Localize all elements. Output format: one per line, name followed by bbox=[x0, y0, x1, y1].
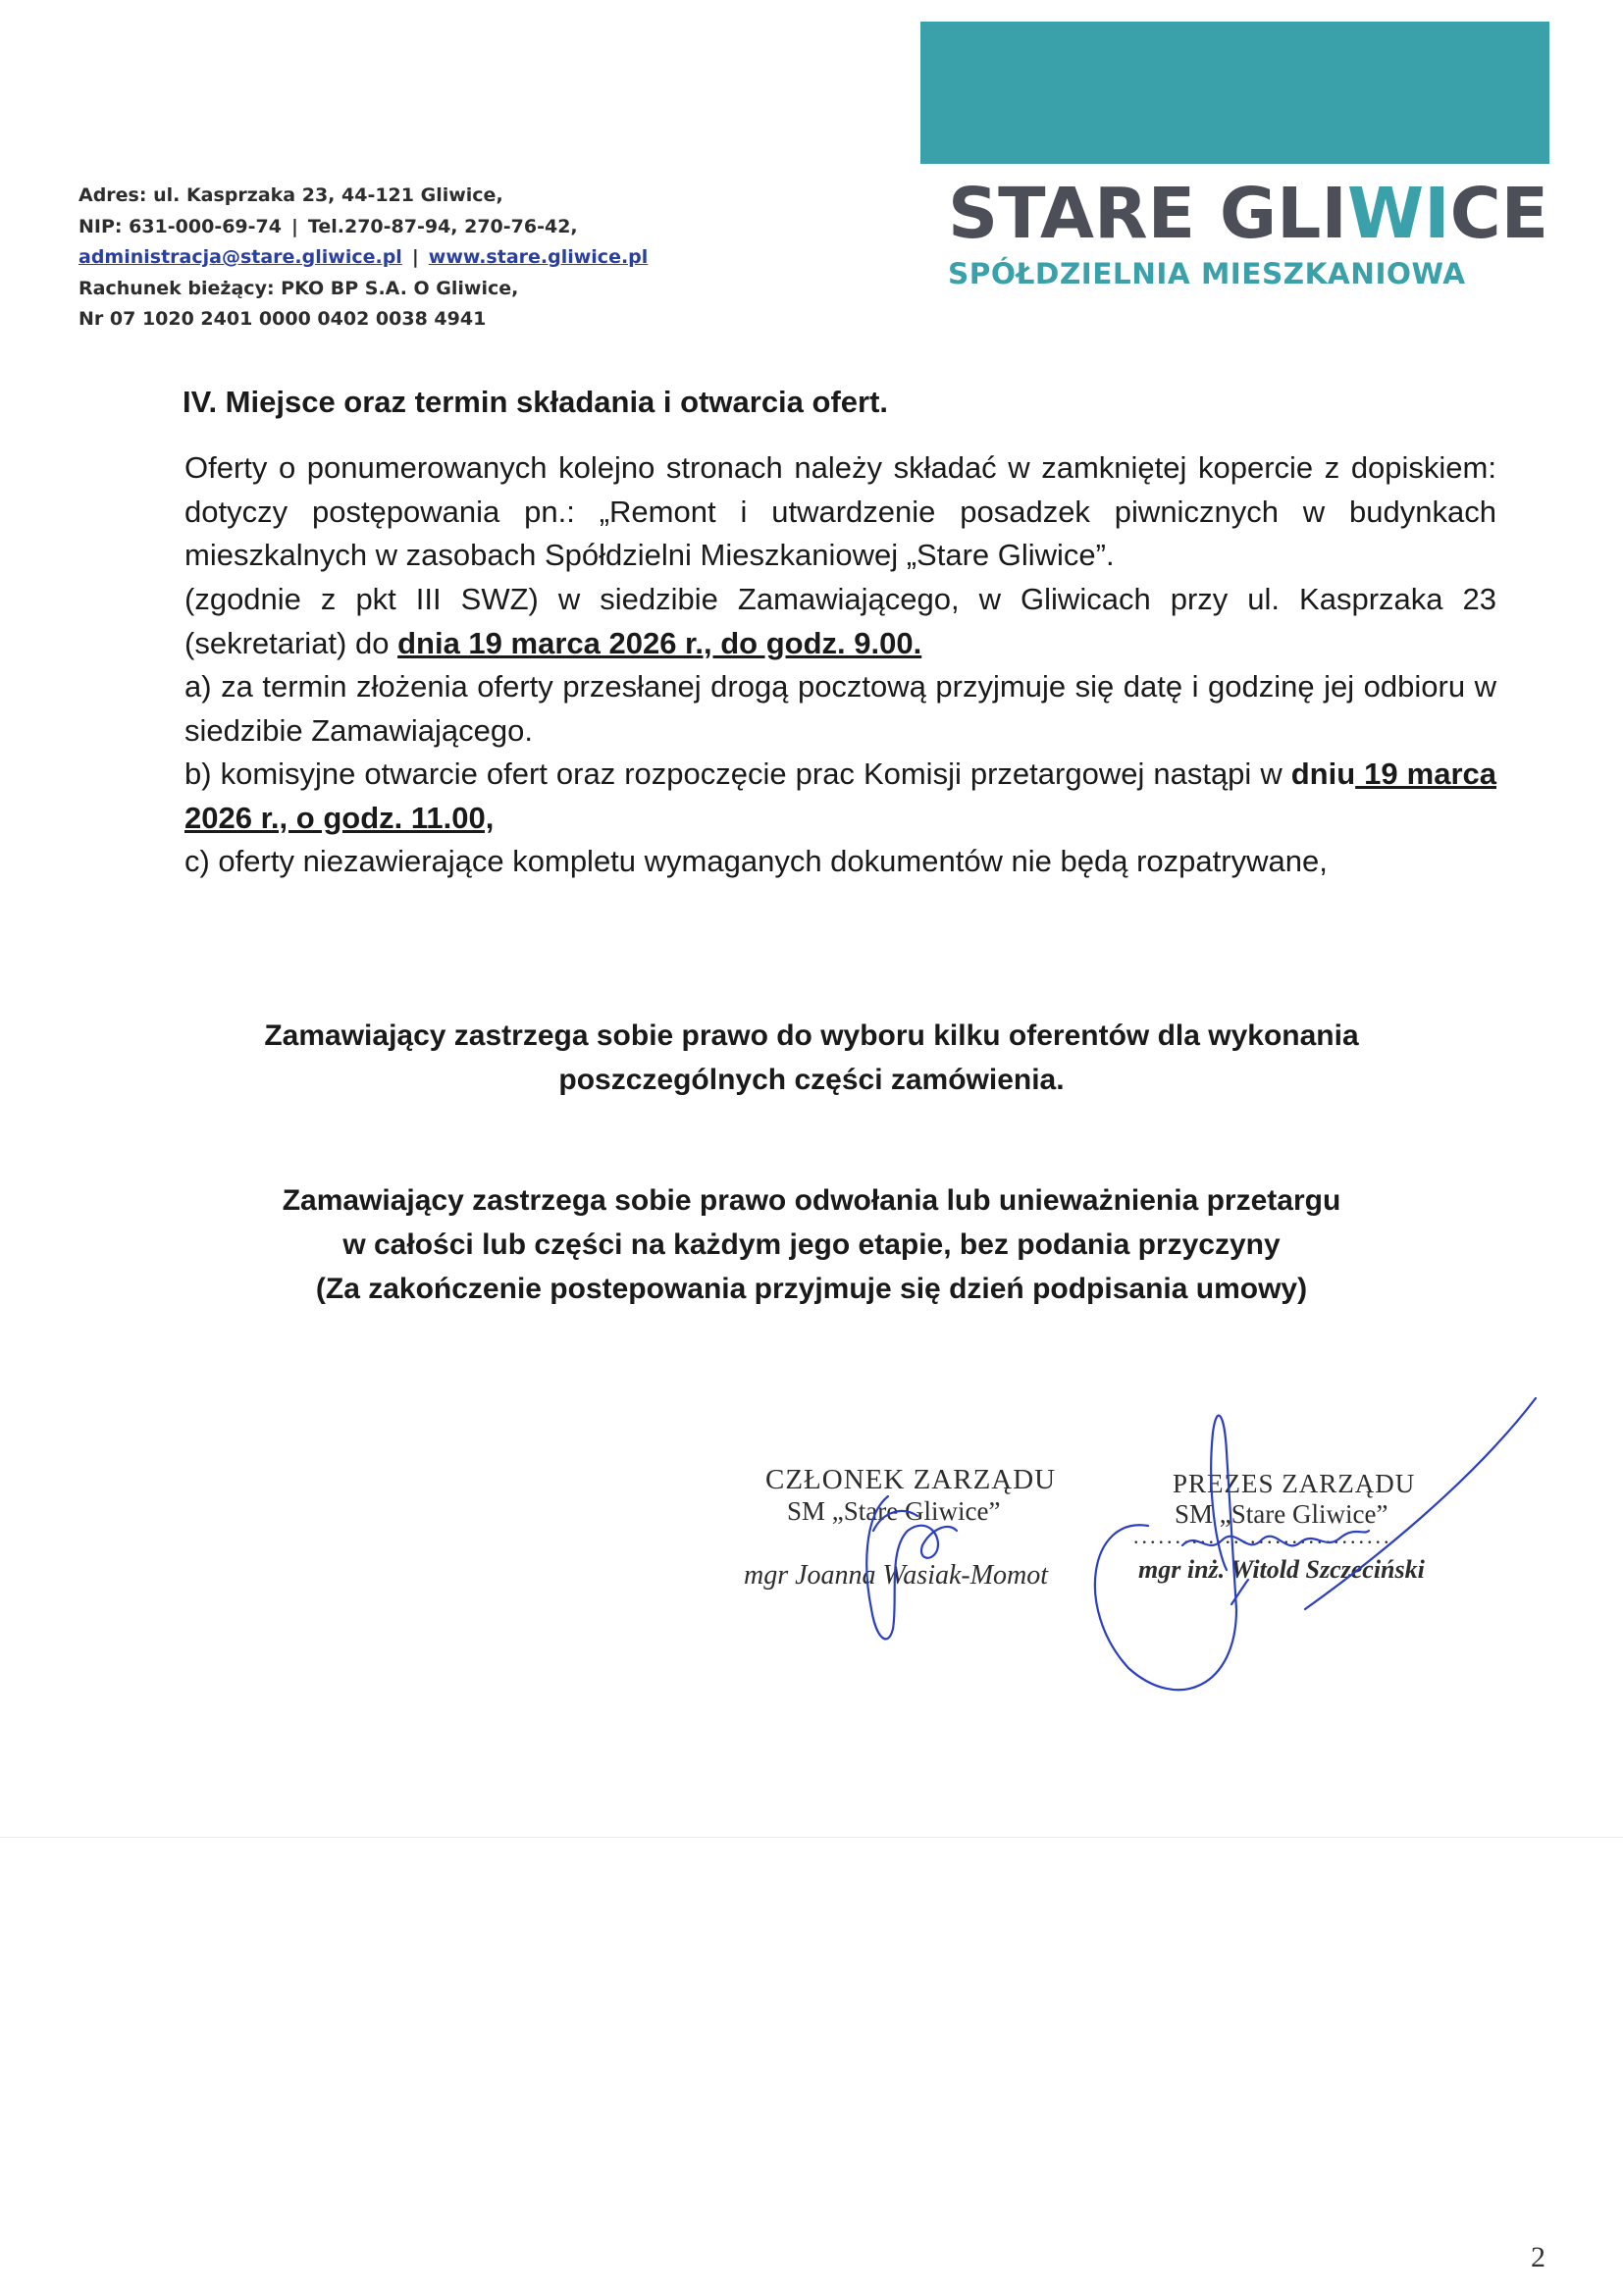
item-b-date: 19 marca 2026 r., o godz. 11.00, bbox=[184, 757, 1496, 835]
logo-title-part1: STARE GLI bbox=[948, 173, 1347, 254]
account-label: Rachunek bieżący: PKO BP S.A. O Gliwice, bbox=[79, 277, 519, 299]
item-c: c) oferty niezawierające kompletu wymaganych dokumentów nie będą rozpatrywane, bbox=[184, 844, 1328, 878]
board-member-signature-stroke bbox=[866, 1496, 957, 1639]
separator: | bbox=[411, 246, 419, 268]
board-member-org: SM „Stare Gliwice” bbox=[787, 1496, 1001, 1526]
item-b-text: b) komisyjne otwarcie ofert oraz rozpoczęcie prac Komisji przetargowej nastąpi w bbox=[184, 757, 1291, 791]
item-b-bold: dniu bbox=[1290, 757, 1356, 791]
section-title: IV. Miejsce oraz termin składania i otwarcia ofert. bbox=[183, 385, 889, 419]
notice-cancellation-line2: w całości lub części na każdym jego etapie, bez podania przyczyny bbox=[342, 1228, 1281, 1261]
president-org: SM „Stare Gliwice” bbox=[1175, 1499, 1388, 1529]
board-member-role: CZŁONEK ZARZĄDU bbox=[765, 1464, 1057, 1495]
scan-edge-line bbox=[0, 1837, 1623, 1838]
page-number: 2 bbox=[1531, 2241, 1545, 2273]
account-number: Nr 07 1020 2401 0000 0402 0038 4941 bbox=[79, 308, 487, 330]
president-signature-scribble bbox=[1182, 1531, 1369, 1545]
board-member-name: mgr Joanna Wasiak-Momot bbox=[744, 1560, 1049, 1591]
logo-title-part3: CE bbox=[1449, 173, 1549, 254]
email-link[interactable]: administracja@stare.gliwice.pl bbox=[79, 246, 402, 268]
president-name: mgr inż. Witold Szczeciński bbox=[1138, 1555, 1425, 1584]
logo-title-accent: WI bbox=[1346, 173, 1450, 254]
intro-paragraph: Oferty o ponumerowanych kolejno stronach należy składać w zamkniętej kopercie z dopiskiem: dotyczy postępowania pn.: „Remont i utwardzenie posadzek piwnicznych w budynkach mieszkalnych w zasobach Spółdzielni Mieszkaniowej „Stare Gliwice”. bbox=[184, 450, 1496, 572]
item-a: a) za termin złożenia oferty przesłanej drogą pocztową przyjmuje się datę i godzinę jej odbioru w siedzibie Zamawiającego. bbox=[184, 669, 1496, 748]
notice-cancellation-line1: Zamawiający zastrzega sobie prawo odwołania lub unieważnienia przetargu bbox=[282, 1184, 1341, 1217]
nip-text: NIP: 631-000-69-74 bbox=[79, 215, 282, 237]
separator: | bbox=[290, 215, 298, 237]
address-line: Adres: ul. Kasprzaka 23, 44-121 Gliwice, bbox=[79, 184, 503, 206]
president-signature-loop bbox=[1095, 1416, 1236, 1691]
location-text: (zgodnie z pkt III SWZ) w siedzibie Zamawiającego, w Gliwicach przy ul. Kasprzaka 23 (sekretariat) do bbox=[184, 582, 1496, 660]
president-role: PREZES ZARZĄDU bbox=[1173, 1469, 1416, 1498]
notice-cancellation-line3: (Za zakończenie postepowania przyjmuje się dzień podpisania umowy) bbox=[315, 1273, 1308, 1305]
president-signature-tail bbox=[1305, 1398, 1536, 1609]
website-link[interactable]: www.stare.gliwice.pl bbox=[428, 246, 649, 268]
deadline-text: dnia 19 marca 2026 r., do godz. 9.00. bbox=[397, 625, 922, 660]
notice-selection-line1: Zamawiający zastrzega sobie prawo do wyboru kilku oferentów dla wykonania bbox=[264, 1019, 1359, 1052]
phone-text: Tel.270-87-94, 270-76-42, bbox=[307, 215, 578, 237]
president-signature-line: ............................... bbox=[1133, 1524, 1392, 1548]
notice-selection-line2: poszczególnych części zamówienia. bbox=[558, 1064, 1065, 1096]
logo-subtitle: SPÓŁDZIELNIA MIESZKANIOWA bbox=[948, 257, 1466, 290]
